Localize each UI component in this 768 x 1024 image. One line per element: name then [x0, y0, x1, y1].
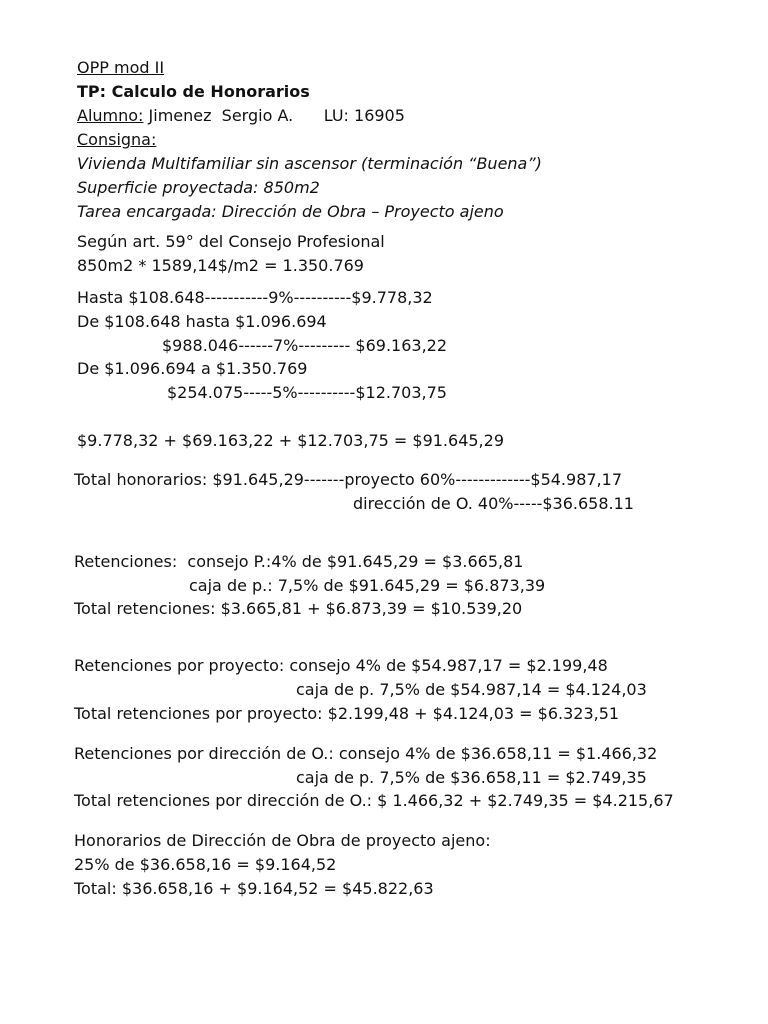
retenciones-proyecto-line: Retenciones por proyecto: consejo 4% de $54.987,17 = $2.199,48	[74, 656, 608, 675]
retenciones-direccion-line: caja de p. 7,5% de $36.658,11 = $2.749,35	[296, 768, 647, 787]
bracket-line: De $108.648 hasta $1.096.694	[77, 312, 327, 331]
total-honorarios: Total honorarios: $91.645,29-------proyecto 60%-------------$54.987,17	[74, 470, 622, 489]
direccion-split: dirección de O. 40%-----$36.658.11	[353, 494, 634, 513]
bracket-line: Hasta $108.648-----------9%----------$9.778,32	[77, 288, 433, 307]
retenciones-proyecto-line: caja de p. 7,5% de $54.987,14 = $4.124,03	[296, 680, 647, 699]
bracket-sum: $9.778,32 + $69.163,22 + $12.703,75 = $91.645,29	[77, 431, 504, 450]
retenciones-line: caja de p.: 7,5% de $91.645,29 = $6.873,39	[189, 576, 546, 595]
bracket-line: De $1.096.694 a $1.350.769	[77, 359, 308, 378]
student-label: Alumno:	[77, 106, 144, 125]
ajeno-total: Total: $36.658,16 + $9.164,52 = $45.822,63	[74, 879, 434, 898]
ajeno-heading: Honorarios de Dirección de Obra de proyecto ajeno:	[74, 831, 491, 850]
retenciones-direccion-line: Retenciones por dirección de O.: consejo 4% de $36.658,11 = $1.466,32	[74, 744, 658, 763]
course-name: OPP mod II	[77, 58, 165, 77]
document-title: TP: Calculo de Honorarios	[77, 82, 310, 101]
instruction-label: Consigna:	[77, 130, 157, 149]
retenciones-proyecto-total: Total retenciones por proyecto: $2.199,48 + $4.124,03 = $6.323,51	[74, 704, 620, 723]
bracket-line: $988.046------7%--------- $69.163,22	[162, 336, 448, 355]
retenciones-total: Total retenciones: $3.665,81 + $6.873,39 = $10.539,20	[74, 599, 523, 618]
article-reference: Según art. 59° del Consejo Profesional	[77, 232, 385, 251]
bracket-line: $254.075-----5%----------$12.703,75	[167, 383, 447, 402]
instruction-line: Superficie proyectada: 850m2	[77, 178, 320, 197]
retenciones-line: Retenciones: consejo P.:4% de $91.645,29 = $3.665,81	[74, 552, 524, 571]
student-value: Jimenez Sergio A. LU: 16905	[143, 106, 405, 125]
instruction-line: Tarea encargada: Dirección de Obra – Proyecto ajeno	[77, 202, 504, 221]
retenciones-direccion-total: Total retenciones por dirección de O.: $ 1.466,32 + $2.749,35 = $4.215,67	[74, 791, 674, 810]
instruction-line: Vivienda Multifamiliar sin ascensor (terminación “Buena”)	[77, 154, 542, 173]
ajeno-line: 25% de $36.658,16 = $9.164,52	[74, 855, 337, 874]
student-line	[77, 104, 405, 128]
area-calculation: 850m2 * 1589,14$/m2 = 1.350.769	[77, 256, 364, 275]
